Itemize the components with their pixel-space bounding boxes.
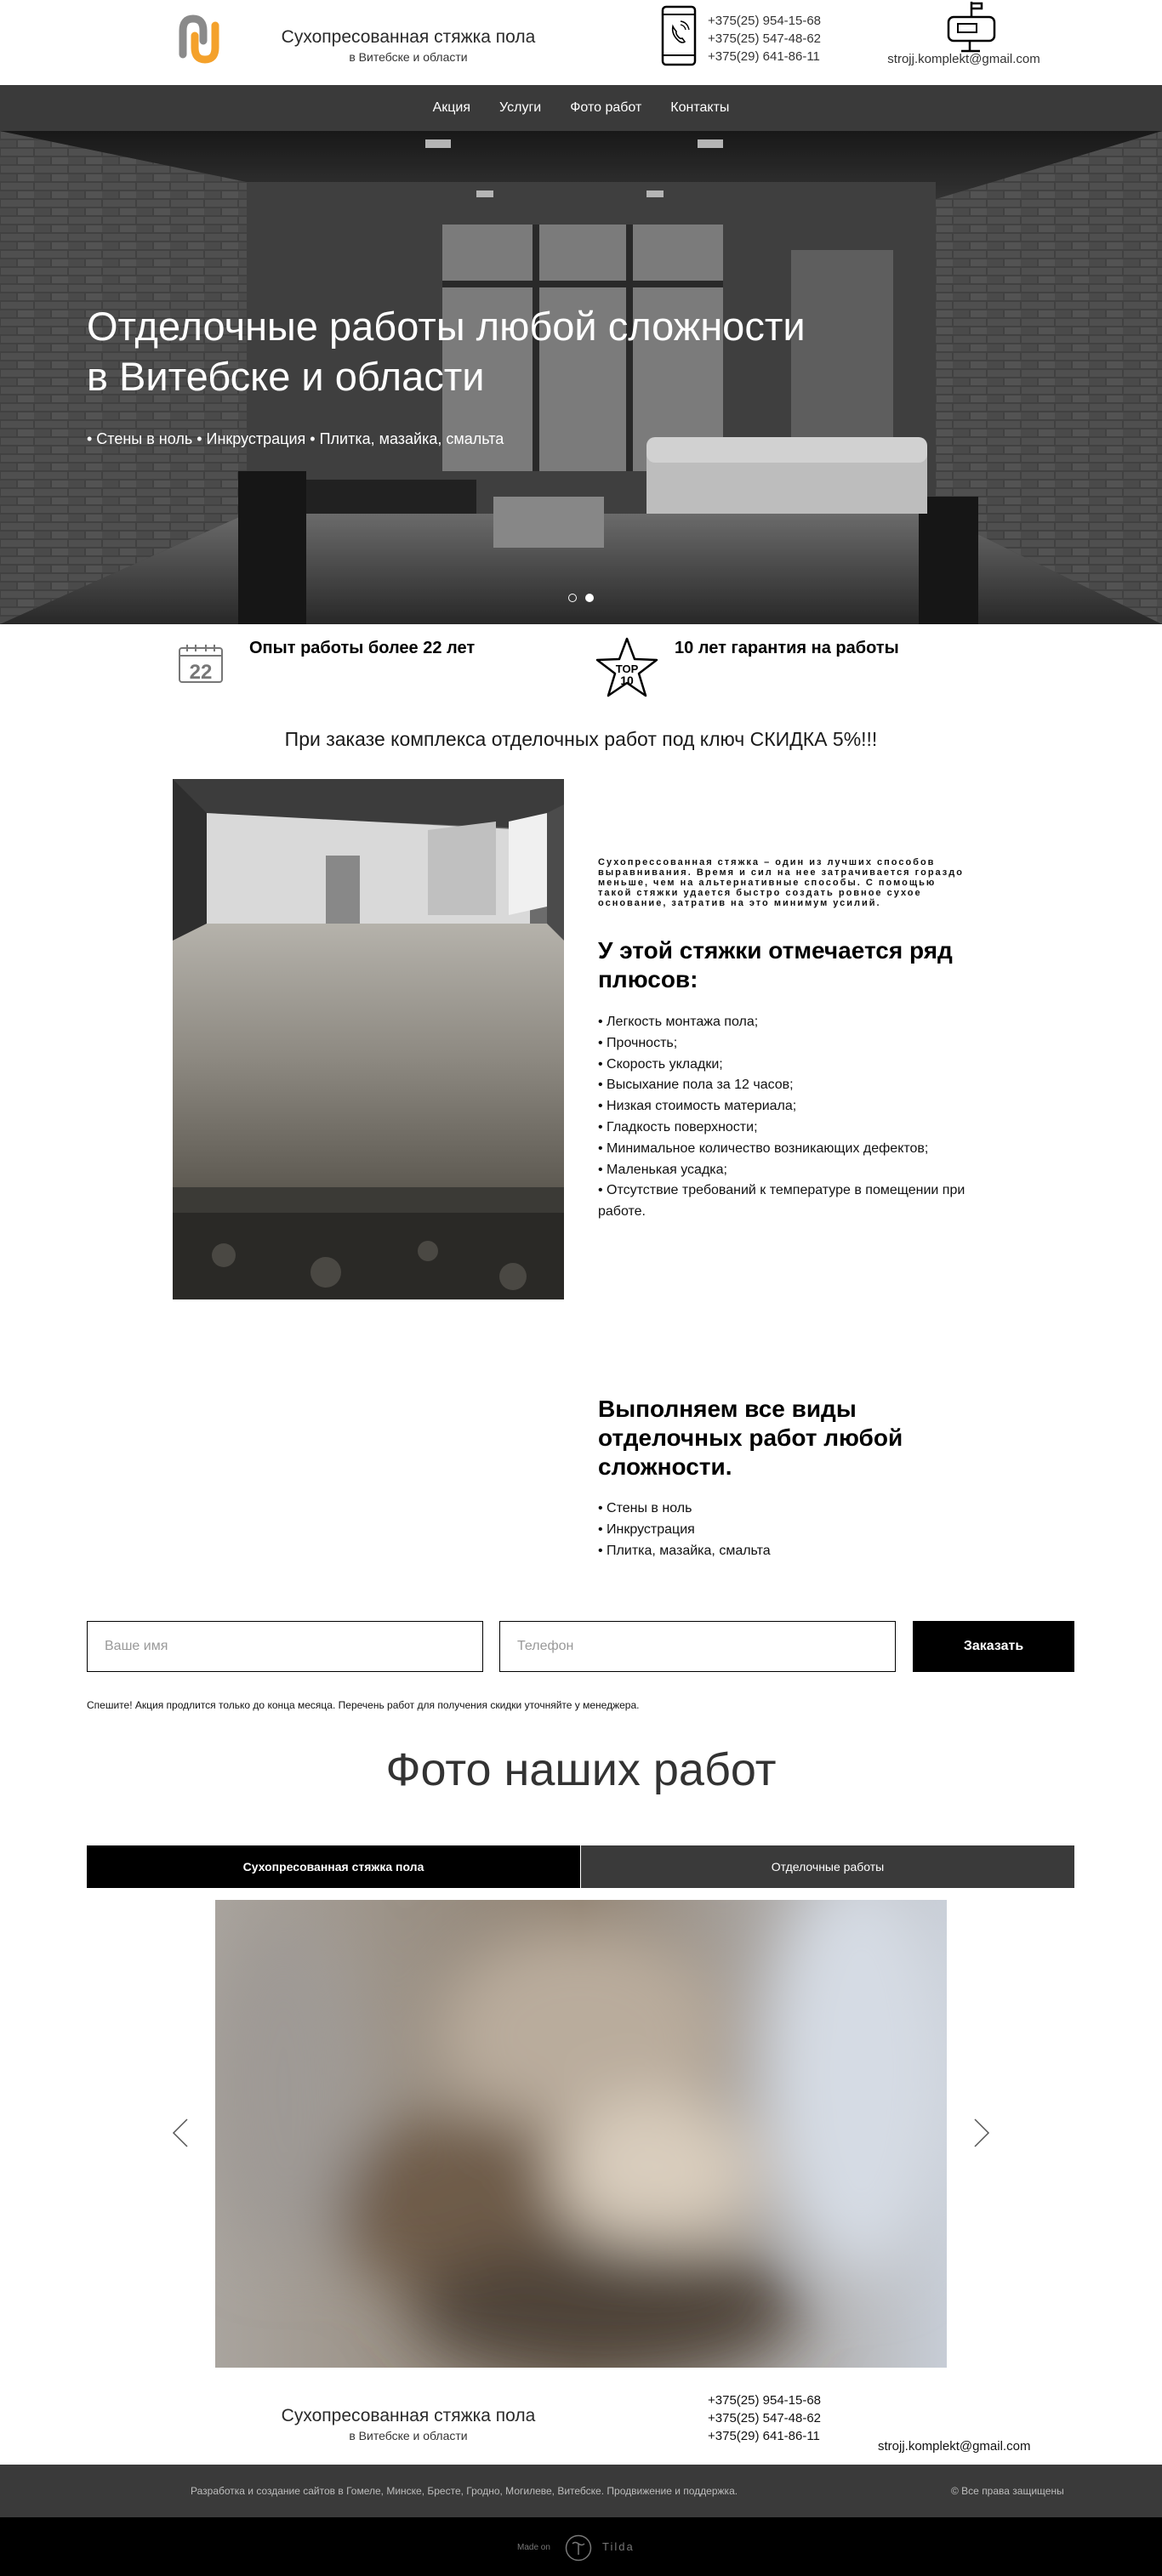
nav-item-contacts[interactable]: Контакты (670, 100, 730, 115)
list-item: • Легкость монтажа пола; (598, 1015, 759, 1029)
tilda-brand-text[interactable]: Tilda (602, 2540, 635, 2553)
guarantee-text: 10 лет гарантия на работы (675, 639, 899, 657)
screed-pluses-list (598, 1012, 981, 1223)
phone-input[interactable] (499, 1621, 896, 1672)
developer-text: Разработка и создание сайтов в Гомеле, Минске, Бресте, Гродно, Могилеве, Витебске. Продвижение и поддержка. (191, 2485, 738, 2497)
footer-email[interactable]: strojj.komplekt@gmail.com (878, 2439, 1031, 2454)
services-list (598, 1498, 938, 1561)
header-phone-2[interactable]: +375(25) 547-48-62 (708, 31, 822, 46)
copyright-text: © Все права защищены (951, 2485, 1064, 2497)
footer-phone-list (708, 2391, 821, 2445)
footer-subtitle: в Витебске и области (349, 2429, 468, 2442)
top-badge-label: TOP (615, 662, 639, 675)
services-heading: Выполняем все виды отделочных работ любой сложности. (598, 1396, 903, 1480)
tilda-logo-icon[interactable] (565, 2534, 592, 2562)
calendar-icon (177, 643, 225, 684)
smartphone-icon (660, 4, 698, 67)
nav-item-photos[interactable]: Фото работ (570, 100, 642, 115)
works-title: Фото наших работ (385, 1744, 777, 1795)
promo-discount-text: При заказе комплекса отделочных работ под ключ СКИДКА 5%!!! (284, 728, 878, 750)
nav-item-services[interactable]: Услуги (499, 100, 542, 115)
list-item: • Высыхание пола за 12 часов; (598, 1078, 794, 1093)
list-item: • Гладкость поверхности; (598, 1119, 758, 1134)
list-item: • Плитка, мазайка, смальта (598, 1543, 771, 1558)
name-input[interactable] (87, 1621, 483, 1672)
brand-title: Сухопресованная стяжка пола (281, 27, 536, 47)
hero-bullets: • Стены в ноль • Инкрустрация • Плитка, мазайка, смальта (87, 430, 504, 447)
header-email[interactable]: strojj.komplekt@gmail.com (887, 52, 1040, 66)
slider-dot-2-active[interactable] (585, 594, 594, 602)
list-item: • Скорость укладки; (598, 1056, 723, 1072)
top10-star-icon (594, 636, 660, 699)
gallery-next-arrow-icon[interactable] (970, 2118, 992, 2148)
tab-screed[interactable]: Сухопресованная стяжка пола (87, 1845, 580, 1888)
experience-text: Опыт работы более 22 лет (249, 639, 476, 657)
hero-title-line-2: в Витебске и области (87, 354, 485, 399)
top-badge-number: 10 (620, 674, 634, 687)
list-item: • Прочность; (598, 1035, 678, 1050)
tilda-bar[interactable] (0, 2517, 1162, 2576)
brand-logo-icon[interactable] (174, 12, 224, 66)
works-gallery-image[interactable] (215, 1900, 947, 2368)
main-nav (0, 85, 1162, 131)
made-on-text: Made on (517, 2543, 550, 2552)
screed-pluses-heading: У этой стяжки отмечается ряд плюсов: (598, 937, 953, 992)
header-phone-list (708, 12, 821, 65)
screed-floor-photo (173, 779, 564, 1299)
order-button[interactable]: Заказать (913, 1621, 1074, 1672)
header-phone-3[interactable]: +375(29) 641-86-11 (708, 49, 820, 64)
promo-note: Спешите! Акция продлится только до конца месяца. Перечень работ для получения скидки уточняйте у менеджера. (87, 1699, 640, 1711)
footer-bar (0, 2465, 1162, 2517)
footer-phone-2[interactable]: +375(25) 547-48-62 (708, 2411, 822, 2425)
footer-phone-3[interactable]: +375(29) 641-86-11 (708, 2429, 820, 2443)
slider-dot-1[interactable] (568, 594, 577, 602)
tab-finishing[interactable]: Отделочные работы (581, 1845, 1074, 1888)
gallery-prev-arrow-icon[interactable] (170, 2118, 192, 2148)
brand-subtitle: в Витебске и области (349, 50, 468, 64)
footer-title: Сухопресованная стяжка пола (281, 2406, 536, 2425)
screed-intro-text: Сухопрессованная стяжка – один из лучших способов выравнивания. Время и сил на нее затрачивается гораздо меньше, чем на альтернативные способы. С помощью такой стяжки удается быстро создать ровное сухое основание, затратив на это минимум усилий. (598, 857, 964, 908)
hero-slider[interactable] (0, 131, 1162, 624)
list-item: • Стены в ноль (598, 1501, 692, 1515)
mailbox-icon (946, 0, 997, 53)
list-item: • Инкрустрация (598, 1521, 695, 1537)
list-item: • Маленькая усадка; (598, 1162, 727, 1177)
hero-title-line-1: Отделочные работы любой сложности (87, 304, 806, 349)
list-item: • Минимальное количество возникающих дефектов; (598, 1140, 929, 1156)
calendar-badge-number: 22 (189, 661, 213, 684)
header-phone-1[interactable]: +375(25) 954-15-68 (708, 14, 822, 28)
footer-phone-1[interactable]: +375(25) 954-15-68 (708, 2393, 822, 2408)
list-item: • Отсутствие требований к температуре в помещении при работе. (598, 1183, 965, 1220)
hero-title (87, 301, 806, 401)
list-item: • Низкая стоимость материала; (598, 1099, 797, 1114)
site-header (0, 0, 1162, 85)
nav-item-promo[interactable]: Акция (432, 100, 471, 115)
